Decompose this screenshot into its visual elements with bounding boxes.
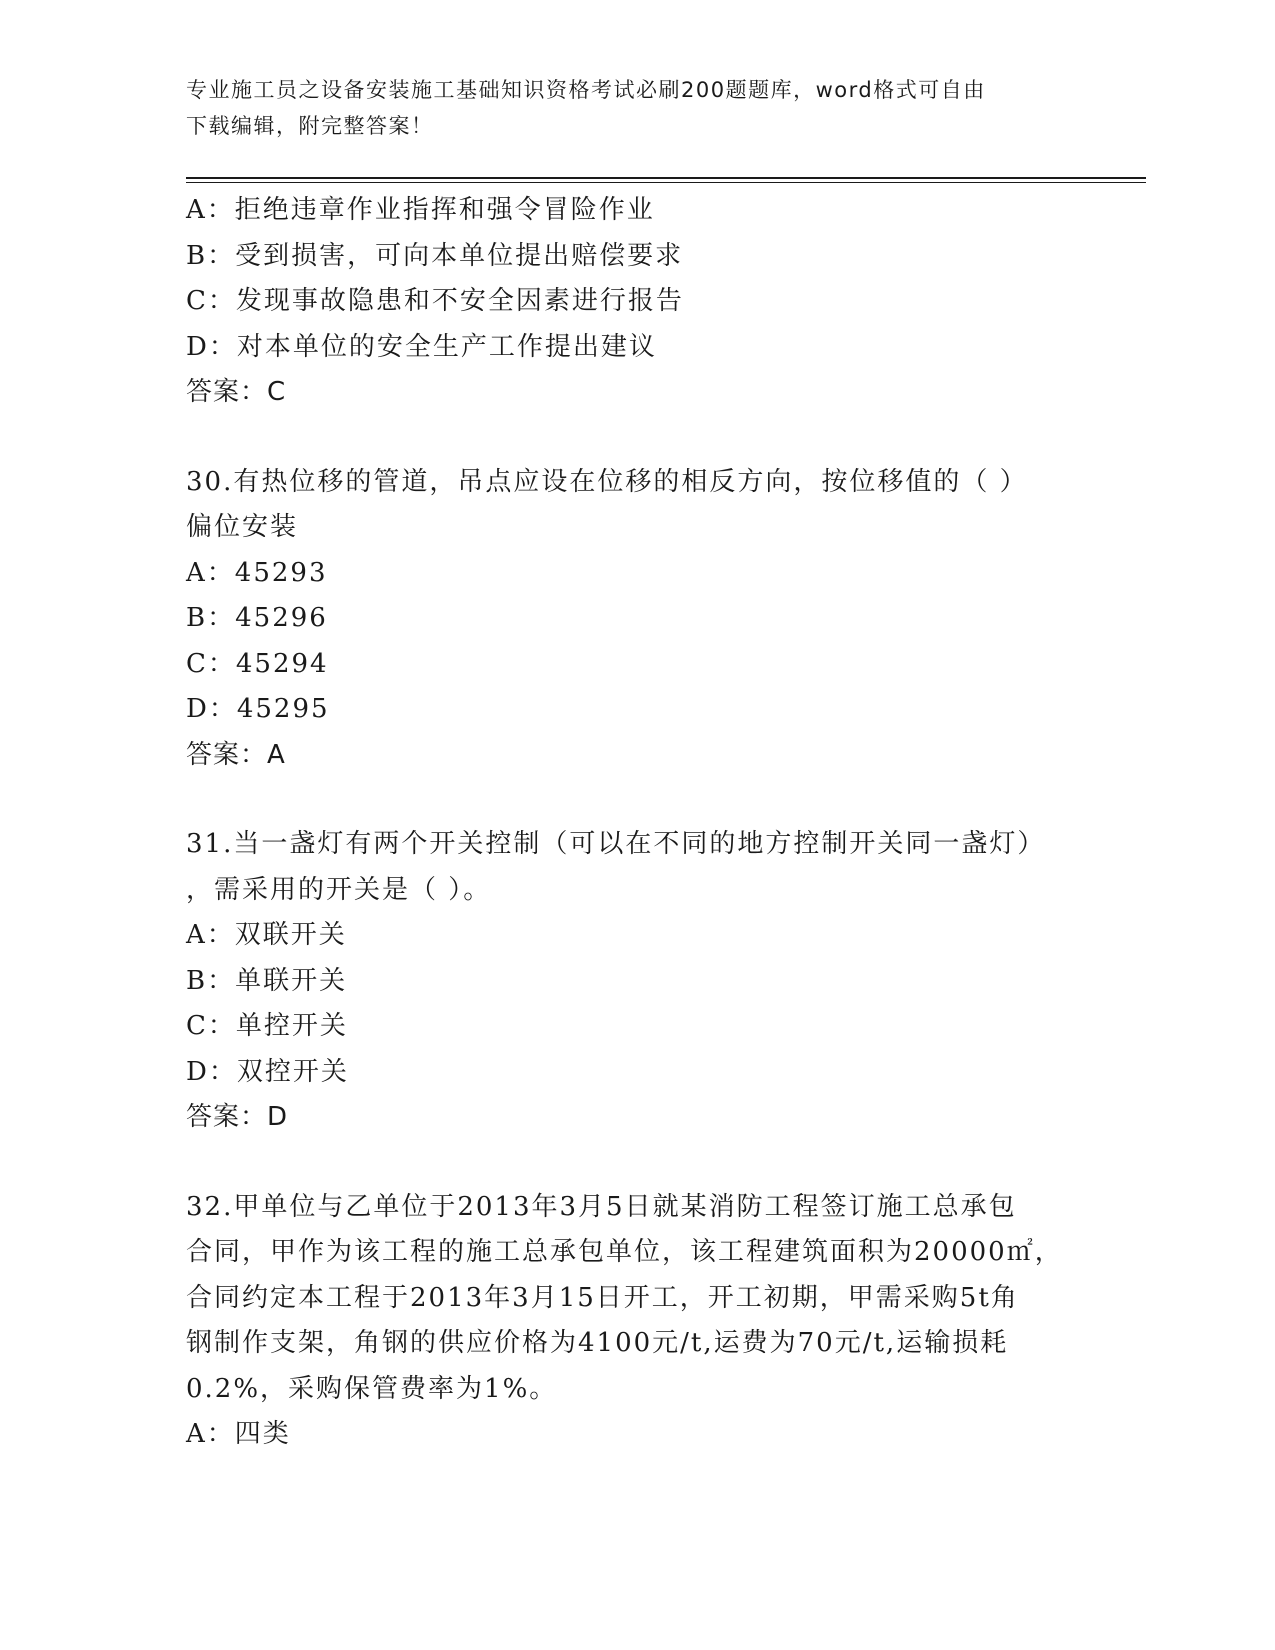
question-32 (186, 1185, 1066, 1458)
option-a: A：四类 (186, 1419, 291, 1449)
option-c: C：发现事故隐患和不安全因素进行报告 (186, 286, 684, 316)
header-divider-thick (186, 177, 1146, 179)
header-divider-thin (186, 182, 1146, 183)
question-stem-line-2: ，需采用的开关是（ ）。 (186, 874, 492, 905)
header-title-line-2: 下载编辑，附完整答案！ (186, 114, 434, 138)
question-stem-line-1: 32.甲单位与乙单位于2013年3月5日就某消防工程签订施工总承包 (186, 1191, 1017, 1222)
question-29 (186, 188, 1066, 416)
option-b: B：45296 (186, 603, 328, 633)
option-a: A：双联开关 (186, 920, 347, 950)
option-c: C：单控开关 (186, 1011, 348, 1041)
question-30 (186, 460, 1066, 779)
question-stem-line-2: 偏位安装 (186, 512, 299, 542)
question-stem-line-1: 30.有热位移的管道，吊点应设在位移的相反方向，按位移值的（ ） (186, 466, 1028, 497)
question-stem-line-3: 合同约定本工程于2013年3月15日开工，开工初期，甲需采购5t角 (186, 1282, 1019, 1313)
question-list (186, 188, 1066, 1458)
answer-line: 答案：A (186, 739, 286, 770)
question-stem-line-5: 0.2%，采购保管费率为1%。 (186, 1373, 558, 1404)
option-a: A：拒绝违章作业指挥和强令冒险作业 (186, 195, 655, 225)
answer-line: 答案：C (186, 377, 287, 407)
option-a: A：45293 (186, 557, 328, 588)
option-d: D：双控开关 (186, 1056, 349, 1087)
question-stem-line-2: 合同，甲作为该工程的施工总承包单位，该工程建筑面积为20000㎡， (186, 1237, 1063, 1267)
question-stem-line-1: 31.当一盏灯有两个开关控制（可以在不同的地方控制开关同一盏灯） (186, 829, 1046, 859)
question-stem-line-4: 钢制作支架，角钢的供应价格为4100元/t,运费为70元/t,运输损耗 (186, 1328, 1009, 1358)
question-spacer (186, 778, 1066, 822)
option-d: D：45295 (186, 694, 330, 724)
option-b: B：受到损害，可向本单位提出赔偿要求 (186, 240, 684, 271)
option-d: D：对本单位的安全生产工作提出建议 (186, 331, 657, 362)
question-spacer (186, 1141, 1066, 1185)
answer-line: 答案：D (186, 1102, 289, 1132)
question-spacer (186, 416, 1066, 460)
question-31 (186, 822, 1066, 1141)
option-c: C：45294 (186, 648, 329, 679)
header-title-line-1: 专业施工员之设备安装施工基础知识资格考试必刷200题题库，word格式可自由 (186, 78, 986, 102)
option-b: B：单联开关 (186, 965, 348, 996)
document-header (186, 72, 1066, 144)
